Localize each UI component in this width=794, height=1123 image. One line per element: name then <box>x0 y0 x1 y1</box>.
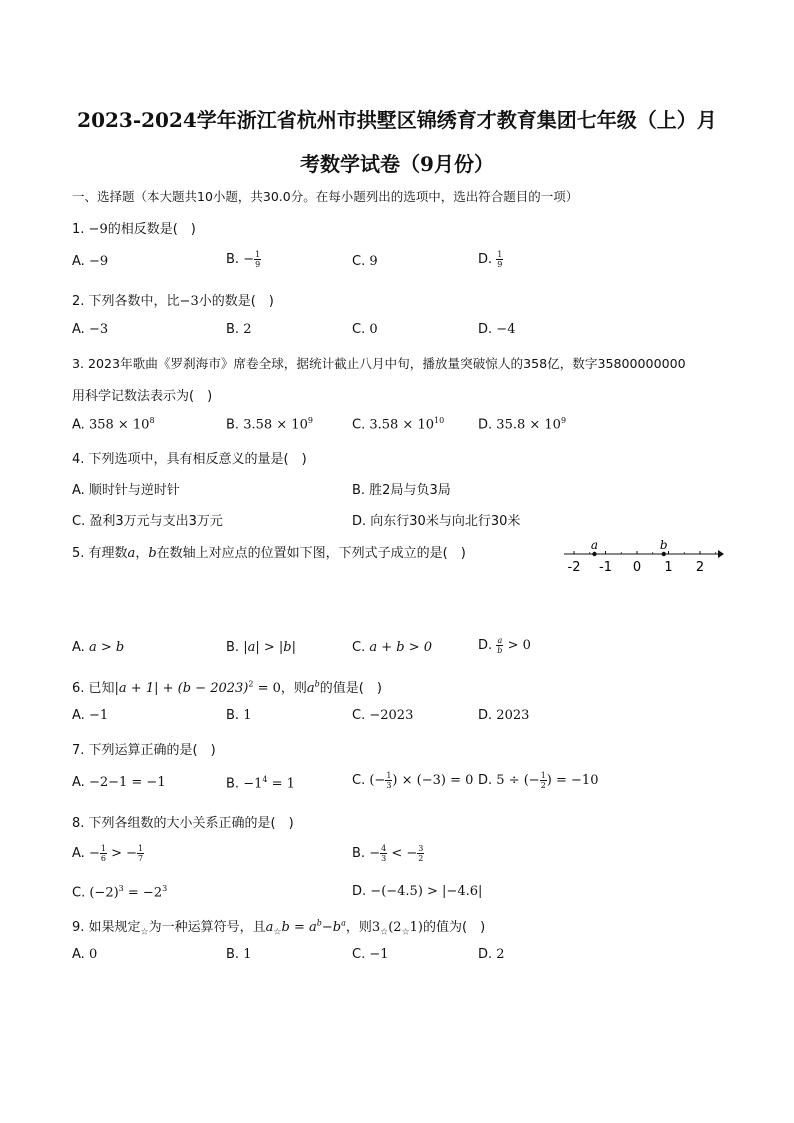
number-line-point-b-label: b <box>659 540 668 552</box>
q3-option-d: D. $35.8 \times 10^9$ <box>478 416 567 433</box>
q1-option-d: D. $\frac{1}{9}$ <box>478 250 503 269</box>
q1-option-c: C. 9 <box>352 254 378 269</box>
q6-option-b: B. 1 <box>226 708 252 723</box>
q4-option-d: D. 向东行30米与向北行30米 <box>352 514 521 529</box>
q5-option-a: A. a > b <box>72 640 125 655</box>
q3-option-c: C. $3.58 \times 10^{10}$ <box>352 416 445 433</box>
number-line-point-a-label: a <box>590 540 599 552</box>
section-heading: 一、选择题（本大题共10小题，共30.0分。在每小题列出的选项中，选出符合题目的一项） <box>72 189 579 204</box>
q6-option-c: C. −2023 <box>352 708 414 723</box>
q2-option-c: C. 0 <box>352 322 378 337</box>
number-line-point-a <box>592 552 596 556</box>
q6-option-d: D. 2023 <box>478 708 530 723</box>
number-line-tick-label: 1 <box>664 560 673 575</box>
question-4: 4. 下列选项中，具有相反意义的量是( ) <box>72 452 307 467</box>
number-line-arrow <box>718 550 724 558</box>
q5-option-b: B. |a| > |b| <box>226 640 296 655</box>
question-8: 8. 下列各组数的大小关系正确的是( ) <box>72 816 294 831</box>
question-9: 9. 如果规定$_☆$为一种运算符号，且$a_☆b = a^b-b^a$，则$3_☆(2_☆1)$的值为( ) <box>72 918 486 938</box>
q9-option-d: D. 2 <box>478 947 505 962</box>
q8-option-d: D. −(−4.5) > |−4.6| <box>352 884 483 899</box>
q2-option-b: B. 2 <box>226 322 252 337</box>
exam-title-line2: 考数学试卷（9月份） <box>300 152 494 176</box>
exam-title-line1: 2023-2024学年浙江省杭州市拱墅区锦绣育才教育集团七年级（上）月 <box>77 108 717 132</box>
q7-option-a: A. −2−1 = −1 <box>72 775 166 790</box>
number-line-tick-label: -1 <box>599 560 612 575</box>
q3-option-b: B. $3.58 \times 10^9$ <box>226 416 313 433</box>
number-line-tick-label: 2 <box>695 560 705 575</box>
q9-option-a: A. 0 <box>72 947 98 962</box>
q2-option-a: A. −3 <box>72 322 109 337</box>
q7-option-d: D. 5 ÷ (− $\frac{1}{2}$ ) = −10 <box>478 771 599 790</box>
q3-option-a: A. $358 \times 10^8$ <box>72 416 155 433</box>
q5-option-c: C. a + b > 0 <box>352 640 433 655</box>
q6-option-a: A. −1 <box>72 708 109 723</box>
question-7: 7. 下列运算正确的是( ) <box>72 743 216 758</box>
question-3-line2: 用科学记数法表示为( ) <box>72 389 213 404</box>
q4-option-b: B. 胜2局与负3局 <box>352 483 451 498</box>
question-3-line1: 3. 2023年歌曲《罗刹海市》席卷全球，据统计截止八月中旬，播放量突破惊人的358亿，数字35800000000 <box>72 356 686 371</box>
question-6: 6. 已知$|a + 1| + (b - 2023)^2 = 0$，则$a^b$的值是( ) <box>72 679 382 696</box>
q5-option-d: D. $\frac{a}{b}$ > 0 <box>478 636 531 655</box>
number-line-tick-label: 0 <box>632 560 642 575</box>
question-1: 1. −9的相反数是( ) <box>72 222 196 237</box>
q7-option-c: C. (− $\frac{1}{3}$ ) × (−3) = 0 <box>352 771 474 790</box>
q8-option-c: C. $(-2)^3 = -2^3$ <box>72 884 168 901</box>
q4-option-c: C. 盈利3万元与支出3万元 <box>72 514 223 529</box>
question-5: 5. 有理数a，b在数轴上对应点的位置如下图，下列式子成立的是( ) <box>72 546 466 561</box>
q1-option-a: A. −9 <box>72 254 109 269</box>
q2-option-d: D. −4 <box>478 322 516 337</box>
q8-option-b: B. − $\frac{4}{3}$ < − $\frac{3}{2}$ <box>352 844 424 863</box>
number-line <box>562 540 724 576</box>
q7-option-b: B. $-1^4 = 1$ <box>226 775 295 792</box>
number-line-tick-label: -2 <box>567 560 581 575</box>
q9-option-b: B. 1 <box>226 947 252 962</box>
number-line-point-b <box>662 552 666 556</box>
q9-option-c: C. −1 <box>352 947 389 962</box>
q4-option-a: A. 顺时针与逆时针 <box>72 483 180 498</box>
q8-option-a: A. − $\frac{1}{6}$ > − $\frac{1}{7}$ <box>72 844 144 863</box>
star-operator-icon: ☆ <box>140 927 149 938</box>
q1-option-b: B. − $\frac{1}{9}$ <box>226 250 261 269</box>
question-2: 2. 下列各数中，比−3小的数是( ) <box>72 294 274 309</box>
